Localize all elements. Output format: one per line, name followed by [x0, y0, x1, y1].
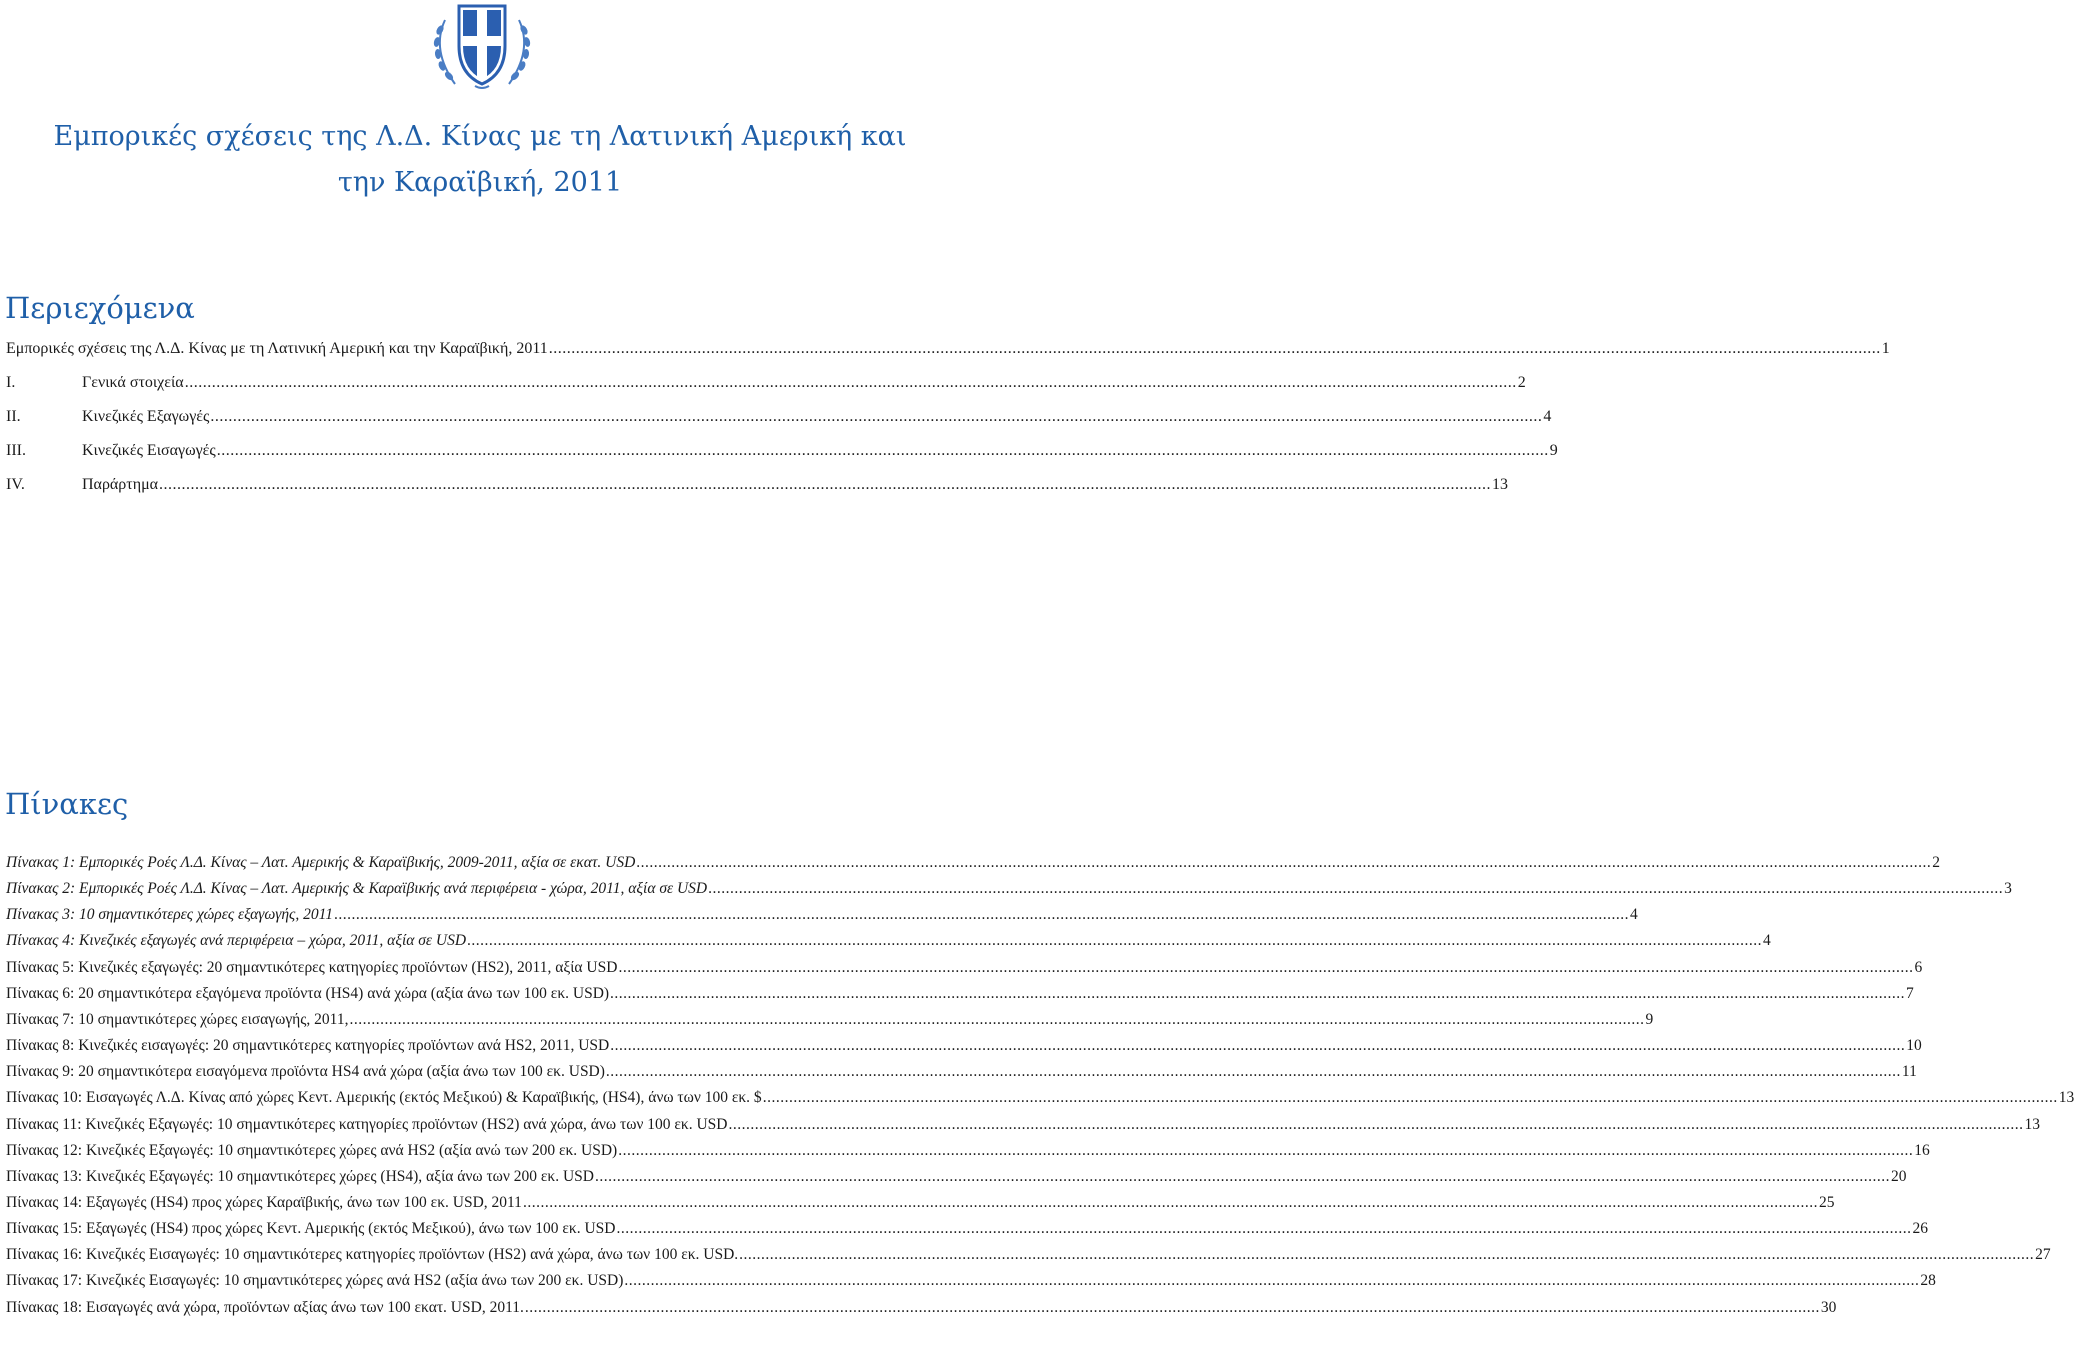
table-entry-text: Πίνακας 10: Εισαγωγές Λ.Δ. Κίνας από χώρες Κεντ. Αμερικής (εκτός Μεξικού) & Καραϊβικής, (HS4), άνω των 100 εκ. $: [6, 1089, 762, 1106]
table-list-entry[interactable]: [6, 903, 1638, 927]
table-entry-page-number: 6: [1914, 959, 1923, 976]
toc-leader: [525, 1296, 1820, 1320]
toc-leader: [763, 1086, 2058, 1110]
toc-leader: [739, 1243, 2034, 1267]
toc-leader: [549, 336, 1881, 362]
toc-entry-text: Παράρτημα: [82, 476, 159, 493]
table-entry-text: Πίνακας 1: Εμπορικές Ροές Λ.Δ. Κίνας – Λατ. Αμερικής & Καραϊβικής, 2009-2011, αξία σε εκατ. USD: [6, 854, 636, 871]
table-list-entry[interactable]: [6, 1296, 1837, 1320]
table-entry-text: Πίνακας 5: Κινεζικές εξαγωγές: 20 σημαντικότερες κατηγορίες προϊόντων (HS2), 2011, αξία USD: [6, 959, 618, 976]
table-list-entry[interactable]: [6, 1191, 1835, 1215]
table-entry-page-number: 2: [1932, 854, 1941, 871]
table-list-entry[interactable]: [6, 982, 1914, 1006]
table-list-entry[interactable]: [6, 1086, 2074, 1110]
toc-roman-numeral: IV.: [6, 476, 25, 493]
toc-entry[interactable]: [6, 404, 1552, 430]
toc-page-number: 4: [1543, 408, 1552, 425]
toc-entry[interactable]: [6, 472, 1509, 498]
table-entry-page-number: 3: [2004, 880, 2012, 897]
table-list-entry[interactable]: [6, 929, 1771, 953]
toc-leader: [217, 438, 1549, 464]
toc-entry-text: Κινεζικές Εξαγωγές: [82, 408, 210, 425]
table-entry-page-number: 20: [1890, 1168, 1907, 1185]
toc-leader: [729, 1113, 2024, 1137]
table-entry-text: Πίνακας 18: Εισαγωγές ανά χώρα, προϊόντων αξίας άνω των 100 εκατ. USD, 2011.: [6, 1299, 524, 1316]
toc-entry[interactable]: [6, 370, 1526, 396]
toc-leader: [159, 472, 1491, 498]
table-entry-page-number: 16: [1914, 1142, 1930, 1159]
toc-entry[interactable]: [6, 336, 1890, 362]
table-entry-text: Πίνακας 14: Εξαγωγές (HS4) προς χώρες Καραϊβικής, άνω των 100 εκ. USD, 2011: [6, 1194, 522, 1211]
table-list-entry[interactable]: [6, 1139, 1930, 1163]
toc-page-number: 13: [1492, 476, 1509, 493]
toc-leader: [185, 370, 1517, 396]
toc-leader: [636, 851, 1931, 875]
toc-leader: [523, 1191, 1818, 1215]
toc-page-number: 1: [1881, 340, 1890, 357]
table-list-entry[interactable]: [6, 1217, 1928, 1241]
table-entry-text: Πίνακας 2: Εμπορικές Ροές Λ.Δ. Κίνας – Λατ. Αμερικής & Καραϊβικής ανά περιφέρεια - χώρα, 2011, αξία σε USD: [6, 880, 708, 897]
table-list-entry[interactable]: [6, 1165, 1907, 1189]
toc-roman-numeral: II.: [6, 408, 21, 425]
table-list-entry[interactable]: [6, 851, 1941, 875]
table-entry-page-number: 26: [1912, 1220, 1928, 1237]
contents-heading: Περιεχόμενα: [5, 291, 195, 325]
document-title: [0, 114, 960, 206]
toc-leader: [708, 877, 2003, 901]
greek-state-emblem: [415, 0, 549, 92]
table-entry-page-number: 25: [1818, 1194, 1835, 1211]
toc-entry-text: Κινεζικές Εισαγωγές: [82, 442, 216, 459]
toc-roman-numeral: I.: [6, 374, 16, 391]
table-entry-page-number: 7: [1906, 985, 1914, 1002]
toc-leader: [618, 1139, 1913, 1163]
toc-leader: [606, 1060, 1901, 1084]
toc-leader: [616, 1217, 1911, 1241]
toc-entry-text: Εμπορικές σχέσεις της Λ.Δ. Κίνας με τη Λατινική Αμερική και την Καραϊβική, 2011: [6, 340, 548, 357]
table-list-entry[interactable]: [6, 1008, 1654, 1032]
table-entry-text: Πίνακας 3: 10 σημαντικότερες χώρες εξαγωγής, 2011: [6, 906, 333, 923]
table-list-entry[interactable]: [6, 1060, 1917, 1084]
table-entry-text: Πίνακας 15: Εξαγωγές (HS4) προς χώρες Κεντ. Αμερικής (εκτός Μεξικού), άνω των 100 εκ. USD: [6, 1220, 616, 1237]
toc-leader: [595, 1165, 1890, 1189]
toc-leader: [624, 1269, 1919, 1293]
table-list-entry[interactable]: [6, 1113, 2040, 1137]
toc-leader: [618, 956, 1913, 980]
table-entry-text: Πίνακας 4: Κινεζικές εξαγωγές ανά περιφέρεια – χώρα, 2011, αξία σε USD: [6, 932, 467, 949]
table-entry-page-number: 13: [2058, 1089, 2074, 1106]
toc-roman-numeral: III.: [6, 442, 26, 459]
table-entry-text: Πίνακας 11: Κινεζικές Εξαγωγές: 10 σημαντικότερες κατηγορίες προϊόντων (HS2) ανά χώρα, άνω των 100 εκ. USD: [6, 1116, 728, 1133]
table-list-entry[interactable]: [6, 877, 2012, 901]
table-entry-text: Πίνακας 17: Κινεζικές Εισαγωγές: 10 σημαντικότερες χώρες ανά HS2 (αξία άνω των 200 εκ. USD): [6, 1272, 624, 1289]
table-entry-text: Πίνακας 16: Κινεζικές Εισαγωγές: 10 σημαντικότερες κατηγορίες προϊόντων (HS2) ανά χώρα, άνω των 100 εκ. USD.: [6, 1246, 739, 1263]
document-title-line-1: Εμπορικές σχέσεις της Λ.Δ. Κίνας με τη Λατινική Αμερική και: [53, 121, 907, 152]
table-entry-text: Πίνακας 6: 20 σημαντικότερα εξαγόμενα προϊόντα (HS4) ανά χώρα (αξία άνω των 100 εκ. USD): [6, 985, 610, 1002]
table-list-entry[interactable]: [6, 956, 1923, 980]
toc-leader: [349, 1008, 1644, 1032]
table-entry-page-number: 10: [1906, 1037, 1922, 1054]
table-entry-page-number: 13: [2024, 1116, 2040, 1133]
toc-entry[interactable]: [6, 438, 1558, 464]
table-entry-text: Πίνακας 9: 20 σημαντικότερα εισαγόμενα προϊόντα HS4 ανά χώρα (αξία άνω των 100 εκ. USD): [6, 1063, 605, 1080]
toc-page-number: 2: [1517, 374, 1526, 391]
toc-leader: [467, 929, 1762, 953]
toc-page-number: 9: [1549, 442, 1558, 459]
table-entry-page-number: 27: [2035, 1246, 2051, 1263]
toc-leader: [334, 903, 1629, 927]
toc-leader: [610, 1034, 1905, 1058]
toc-leader: [210, 404, 1542, 430]
table-entry-page-number: 11: [1901, 1063, 1917, 1080]
table-entry-text: Πίνακας 8: Κινεζικές εισαγωγές: 20 σημαντικότερες κατηγορίες προϊόντων ανά HS2, 2011, USD: [6, 1037, 610, 1054]
table-entry-page-number: 4: [1763, 932, 1771, 949]
table-entry-text: Πίνακας 13: Κινεζικές Εξαγωγές: 10 σημαντικότερες χώρες (HS4), αξία άνω των 200 εκ. USD: [6, 1168, 594, 1185]
document-title-line-2: την Καραϊβική, 2011: [337, 167, 623, 198]
tables-heading: Πίνακες: [5, 787, 129, 821]
table-entry-page-number: 28: [1920, 1272, 1936, 1289]
table-list-entry[interactable]: [6, 1034, 1922, 1058]
table-entry-page-number: 9: [1645, 1011, 1654, 1028]
table-list-entry[interactable]: [6, 1269, 1936, 1293]
table-entry-text: Πίνακας 12: Κινεζικές Εξαγωγές: 10 σημαντικότερες χώρες ανά HS2 (αξία ανώ των 200 εκ. USD): [6, 1142, 618, 1159]
table-entry-page-number: 30: [1820, 1299, 1837, 1316]
toc-entry-text: Γενικά στοιχεία: [82, 374, 184, 391]
table-entry-text: Πίνακας 7: 10 σημαντικότερες χώρες εισαγωγής, 2011,: [6, 1011, 349, 1028]
table-entry-page-number: 4: [1629, 906, 1638, 923]
table-list-entry[interactable]: [6, 1243, 2051, 1267]
toc-leader: [610, 982, 1905, 1006]
